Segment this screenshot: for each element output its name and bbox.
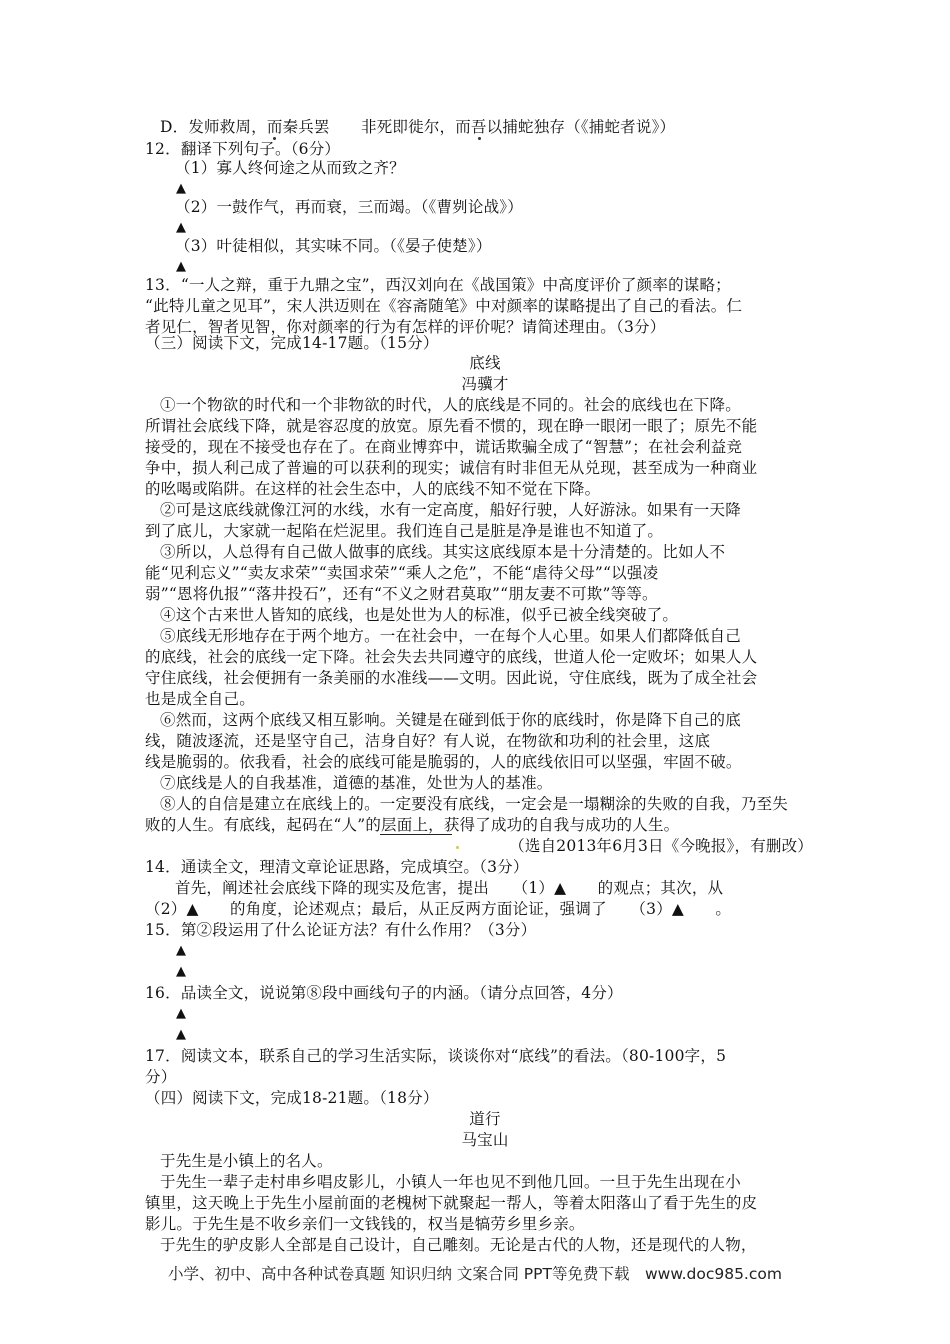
- paragraph-1-line-5: 的吆喝或陷阱。在这样的社会生态中，人的底线不知不觉在下降。: [145, 480, 601, 498]
- paragraph-1-line-2: 所谓社会底线下降，就是容忍度的放宽。原先看不惯的，现在睁一眼闭一眼了；原先不能: [145, 417, 758, 435]
- answer-placeholder: ▲: [176, 181, 187, 196]
- paragraph-4: ④这个古来世人皆知的底线，也是处世为人的标准，似乎已被全线突破了。: [160, 606, 679, 624]
- q12-item-2: （2）一鼓作气，再而衰，三而竭。（《曹刿论战》）: [175, 198, 523, 216]
- article-author: 冯骥才: [461, 375, 509, 393]
- paragraph-1-line-4: 争中，损人利己成了普遍的可以获利的现实；诚信有时非但无从兑现，甚至成为一种商业: [145, 459, 758, 477]
- story-title: 道行: [469, 1110, 501, 1128]
- story-author: 马宝山: [461, 1131, 509, 1149]
- section-4-heading: （四）阅读下文，完成18-21题。（18分）: [145, 1089, 439, 1107]
- question-12: 12．翻译下列句子。（6分）: [145, 140, 341, 158]
- paragraph-7: ⑦底线是人的自我基准，道德的基准，处世为人的基准。: [160, 774, 553, 792]
- option-d: D．发师救周，而秦兵罢 非死即徙尔，而吾以捕蛇独存（《捕蛇者说》）: [160, 118, 676, 136]
- paragraph-6-line-2: 线，随波逐流，还是坚守自己，洁身自好？有人说，在物欲和功利的社会里，这底: [145, 732, 711, 750]
- section-3-heading: （三）阅读下文，完成14-17题。（15分）: [145, 334, 439, 352]
- story-paragraph-1: 于先生是小镇上的名人。: [160, 1152, 333, 1170]
- answer-placeholder: ▲: [176, 259, 187, 274]
- question-14: 14．通读全文，理清文章论证思路，完成填空。（3分）: [145, 858, 529, 876]
- story-paragraph-3-line-1: 于先生的驴皮影人全部是自己设计，自己雕刻。无论是古代的人物，还是现代的人物，: [160, 1236, 757, 1254]
- paragraph-3-line-3: 弱”“恩将仇报”“落井投石”，还有“不义之财君莫取”“朋友妻不可欺”等等。: [145, 585, 658, 603]
- answer-placeholder: ▲: [176, 943, 187, 958]
- question-13-line-2: “此特儿童之见耳”，宋人洪迈则在《容斋随笔》中对颜率的谋略提出了自己的看法。仁: [145, 297, 743, 315]
- q12-item-1: （1）寡人终何途之从而致之齐？: [175, 159, 405, 177]
- q12-item-3: （3）叶徒相似，其实味不同。（《晏子使楚》）: [175, 237, 492, 255]
- paragraph-8-line-2: 败的人生。有底线，起码在“人”的层面上，获得了成功的自我与成功的人生。: [145, 816, 680, 834]
- story-paragraph-2-line-3: 影儿。于先生是不收乡亲们一文钱钱的，权当是犒劳乡里乡亲。: [145, 1215, 585, 1233]
- paragraph-5-line-1: ⑤底线无形地存在于两个地方。一在社会中，一在每个人心里。如果人们都降低自己: [160, 627, 741, 645]
- q14-line-1: 首先，阐述社会底线下降的现实及危害，提出 （1）▲ 的观点；其次，从: [175, 879, 724, 897]
- paragraph-1-line-1: ①一个物欲的时代和一个非物欲的时代，人的底线是不同的。社会的底线也在下降。: [160, 396, 741, 414]
- question-13-line-1: 13．“一人之辩，重于九鼎之宝”，西汉刘向在《战国策》中高度评价了颜率的谋略；: [145, 276, 731, 294]
- paragraph-3-line-1: ③所以，人总得有自己做人做事的底线。其实这底线原本是十分清楚的。比如人不: [160, 543, 726, 561]
- answer-placeholder: ▲: [176, 1006, 187, 1021]
- story-paragraph-2-line-2: 镇里，这天晚上于先生小屋前面的老槐树下就聚起一帮人，等着太阳落山了看于先生的皮: [145, 1194, 758, 1212]
- paragraph-5-line-4: 也是成全自己。: [145, 690, 255, 708]
- paragraph-3-line-2: 能“见利忘义”“卖友求荣”“卖国求荣”“乘人之危”，不能“虐待父母”“以强凌: [145, 564, 659, 582]
- paragraph-1-line-3: 接受的，现在不接受也存在了。在商业博弈中，谎话欺骗全成了“智慧”；在社会利益竞: [145, 438, 743, 456]
- paragraph-5-line-2: 的底线，社会的底线一定下降。社会失去共同遵守的底线，世道人伦一定败坏；如果人人: [145, 648, 758, 666]
- article-title: 底线: [469, 354, 501, 372]
- answer-placeholder: ▲: [176, 964, 187, 979]
- footer-text: 小学、初中、高中各种试卷真题 知识归纳 文案合同 PPT等免费下载 www.doc985.com: [168, 1265, 782, 1283]
- paragraph-6-line-1: ⑥然而，这两个底线又相互影响。关键是在碰到低于你的底线时，你是降下自己的底: [160, 711, 741, 729]
- paragraph-2-line-2: 到了底儿，大家就一起陷在烂泥里。我们连自己是脏是净是谁也不知道了。: [145, 522, 664, 540]
- answer-placeholder: ▲: [176, 220, 187, 235]
- question-15: 15．第②段运用了什么论证方法？有什么作用？（3分）: [145, 921, 537, 939]
- question-17-line-2: 分）: [145, 1068, 177, 1086]
- source-citation: （选自2013年6月3日《今晚报》，有删改）: [509, 837, 813, 855]
- paragraph-5-line-3: 守住底线，社会便拥有一条美丽的水准线——文明。因此说，守住底线，既为了成全社会: [145, 669, 758, 687]
- paragraph-6-line-3: 线是脆弱的。依我看，社会的底线可能是脆弱的，人的底线依旧可以坚强，牢固不破。: [145, 753, 742, 771]
- story-paragraph-2-line-1: 于先生一辈子走村串乡唱皮影儿，小镇人一年也见不到他几回。一旦于先生出现在小: [160, 1173, 741, 1191]
- question-17-line-1: 17．阅读文本，联系自己的学习生活实际，谈谈你对“底线”的看法。（80-100字，5: [145, 1047, 727, 1065]
- question-13-line-3: 者见仁，智者见智，你对颜率的行为有怎样的评价呢？请简述理由。（3分）: [145, 318, 666, 336]
- answer-placeholder: ▲: [176, 1027, 187, 1042]
- paragraph-8-line-1: ⑧人的自信是建立在底线上的。一定要没有底线，一定会是一塌糊涂的失败的自我，乃至失: [160, 795, 789, 813]
- q14-line-2: （2）▲ 的角度，论述观点；最后，从正反两方面论证，强调了 （3）▲ 。: [145, 900, 732, 918]
- paragraph-2-line-1: ②可是这底线就像江河的水线，水有一定高度，船好行驶，人好游泳。如果有一天降: [160, 501, 741, 519]
- question-16: 16．品读全文，说说第⑧段中画线句子的内涵。（请分点回答，4分）: [145, 984, 623, 1002]
